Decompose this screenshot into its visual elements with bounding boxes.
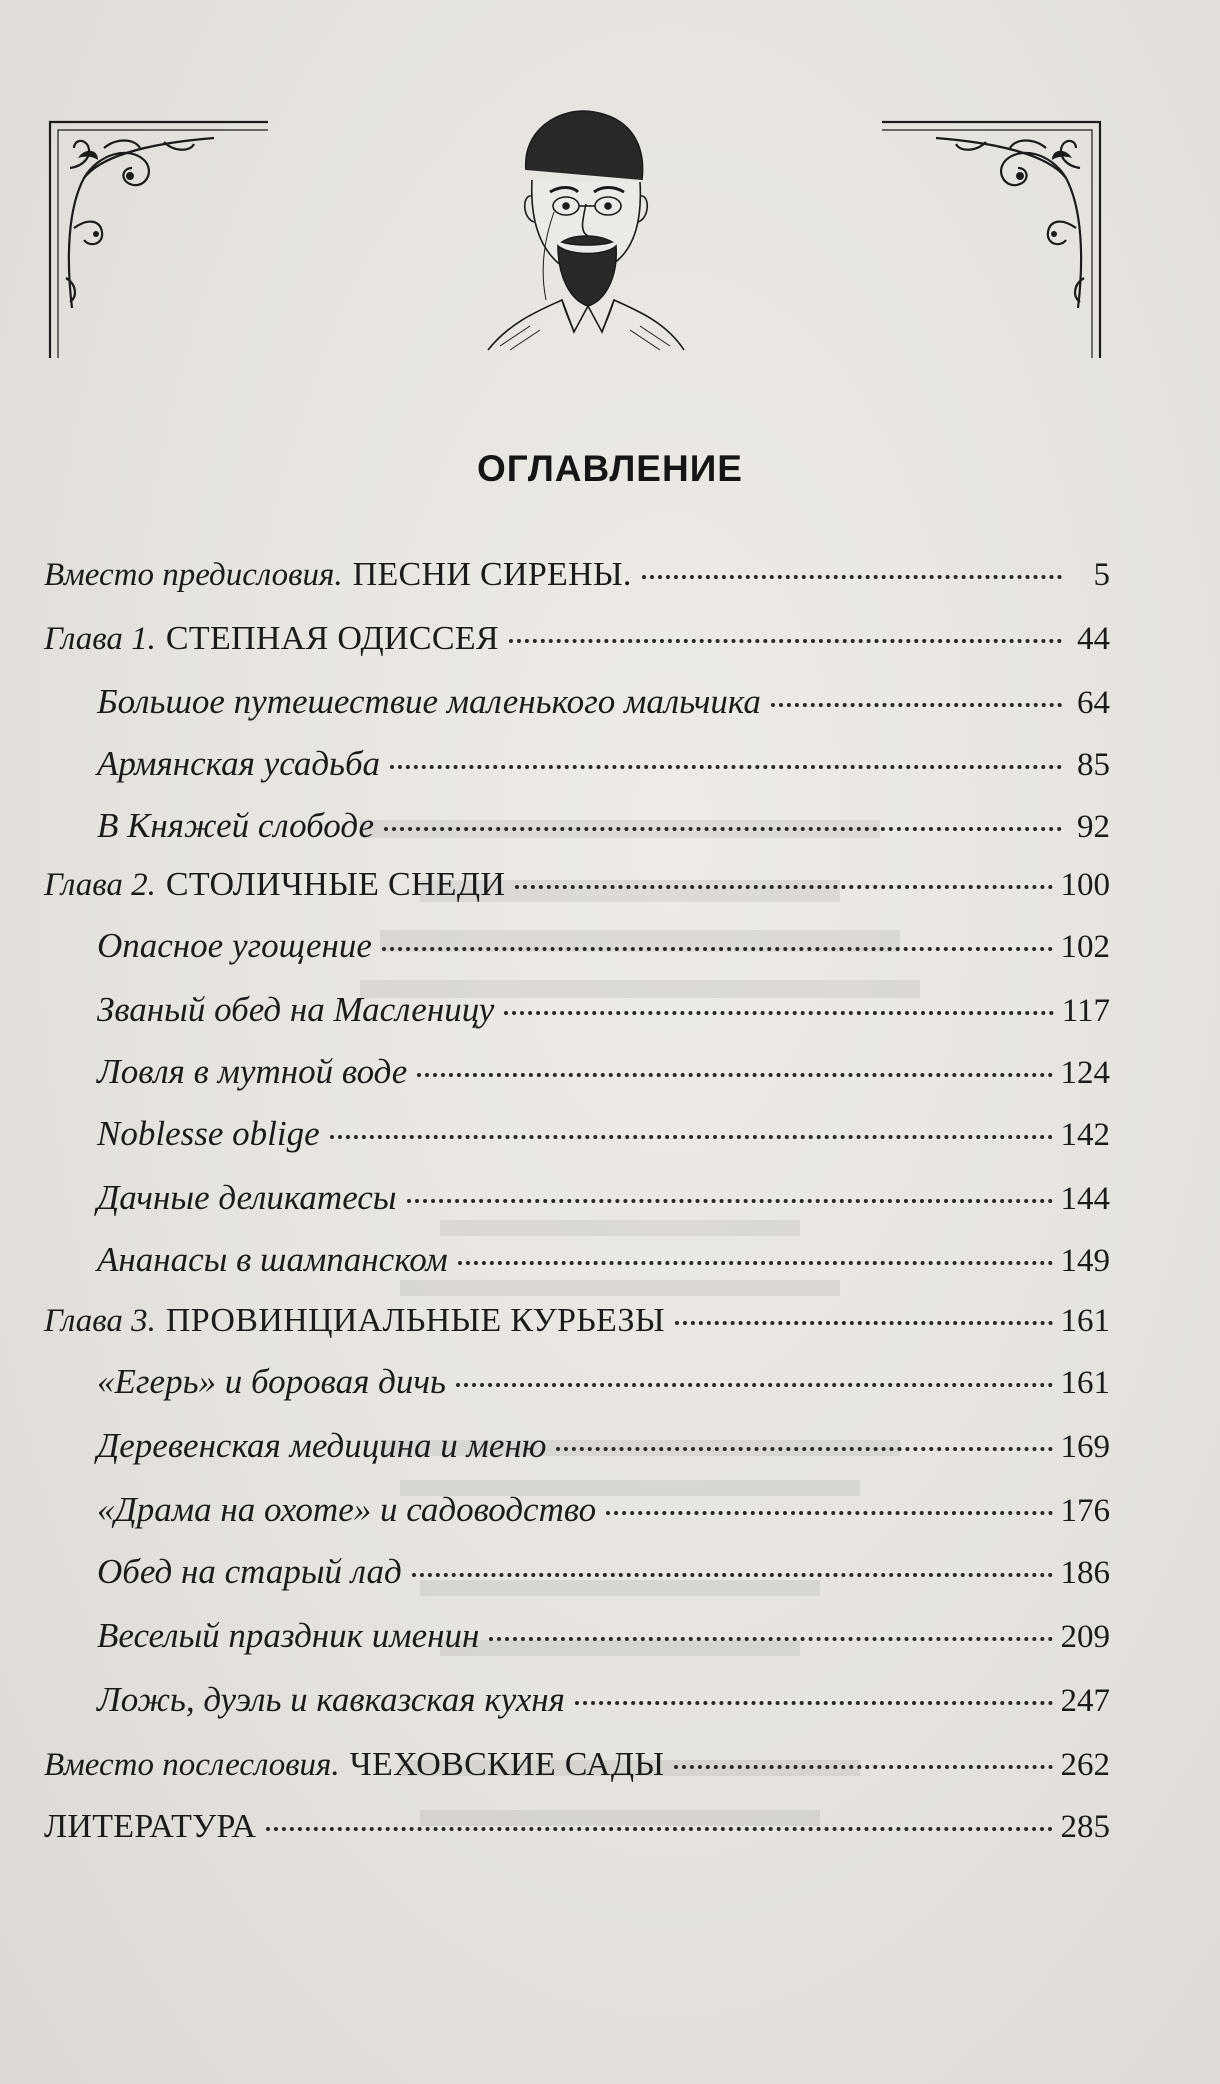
toc-section-entry (97, 1178, 1110, 1228)
toc-section-entry (97, 1680, 1110, 1730)
toc-page-number: 102 (1060, 929, 1110, 965)
toc-entry-prefix: Глава 2. (44, 867, 156, 903)
toc-page-number: 247 (1060, 1683, 1110, 1719)
toc-entry-prefix: Глава 1. (44, 621, 156, 657)
toc-section-entry (97, 1426, 1110, 1476)
toc-entry-title: «Егерь» и боровая дичь (97, 1362, 446, 1401)
toc-chapter-entry (44, 620, 1110, 670)
toc-entry-prefix: Вместо предисловия. (44, 557, 343, 593)
dot-leader (407, 1199, 1053, 1203)
dot-leader (515, 885, 1052, 889)
toc-entry-title: Большое путешествие маленького мальчика (97, 682, 761, 721)
toc-page-number: 44 (1077, 621, 1110, 657)
toc-entry-prefix: Вместо послесловия. (44, 1747, 340, 1783)
toc-page-number: 100 (1060, 867, 1110, 903)
dot-leader (382, 947, 1053, 951)
dot-leader (489, 1637, 1052, 1641)
toc-entry-title: СТОЛИЧНЫЕ СНЕДИ (165, 866, 506, 903)
toc-chapter-entry (44, 1746, 1110, 1796)
toc-chapter-entry (44, 1808, 1110, 1858)
toc-section-entry (97, 806, 1110, 856)
toc-entry-title: ЛИТЕРАТУРА (44, 1808, 257, 1845)
toc-entry-title: ЧЕХОВСКИЕ САДЫ (349, 1746, 665, 1783)
dot-leader (417, 1073, 1052, 1077)
toc-section-entry (97, 1240, 1110, 1290)
dot-leader (412, 1573, 1053, 1577)
toc-entry-title: Армянская усадьба (97, 744, 381, 783)
toc-heading: ОГЛАВЛЕНИЕ (477, 448, 743, 489)
dot-leader (458, 1261, 1053, 1265)
toc-page-number: 149 (1060, 1243, 1110, 1279)
toc-entry-title: Ловля в мутной воде (97, 1052, 408, 1091)
toc-page-number: 92 (1077, 809, 1110, 845)
toc-section-entry (97, 1490, 1110, 1540)
toc-section-entry (97, 1616, 1110, 1666)
toc-page-number: 209 (1060, 1619, 1110, 1655)
toc-page-number: 85 (1077, 747, 1110, 783)
toc-page-number: 161 (1060, 1365, 1110, 1401)
toc-entry-title: В Княжей слободе (97, 806, 374, 845)
toc-entry-title: Обед на старый лад (97, 1552, 402, 1591)
toc-page-number: 64 (1077, 685, 1110, 721)
toc-page-number: 169 (1060, 1429, 1110, 1465)
toc-section-entry (97, 744, 1110, 794)
toc-section-entry (97, 926, 1110, 976)
toc-chapter-entry (44, 866, 1110, 916)
dot-leader (674, 1765, 1052, 1769)
toc-entry-title: Опасное угощение (97, 926, 372, 965)
dot-leader (606, 1511, 1052, 1515)
toc-entry-title: Дачные деликатесы (97, 1178, 397, 1217)
toc-page-number: 176 (1060, 1493, 1110, 1529)
toc-entry-title: ПРОВИНЦИАЛЬНЫЕ КУРЬЕЗЫ (165, 1302, 665, 1339)
toc-page-number: 285 (1060, 1809, 1110, 1845)
dot-leader (675, 1321, 1053, 1325)
toc-section-entry (97, 1552, 1110, 1602)
dot-leader (384, 827, 1062, 831)
dot-leader (556, 1447, 1052, 1451)
toc-page-number: 186 (1060, 1555, 1110, 1591)
toc-entry-prefix: Глава 3. (44, 1303, 156, 1339)
toc-entry-title: ПЕСНИ СИРЕНЫ. (352, 556, 632, 593)
toc-page-number: 117 (1061, 993, 1110, 1029)
toc-chapter-entry (44, 1302, 1110, 1352)
toc-entry-title: Noblesse oblige (97, 1114, 320, 1153)
toc-chapter-entry (44, 556, 1110, 606)
dot-leader (771, 703, 1062, 707)
toc-section-entry (97, 1052, 1110, 1102)
dot-leader (330, 1135, 1053, 1139)
dot-leader (456, 1383, 1053, 1387)
dot-leader (642, 575, 1062, 579)
toc-page-number: 144 (1060, 1181, 1110, 1217)
toc-entry-title: Званый обед на Масленицу (97, 990, 495, 1029)
dot-leader (575, 1701, 1053, 1705)
dot-leader (504, 1011, 1053, 1015)
toc-section-entry (97, 1362, 1110, 1412)
toc-entry-title: Ананасы в шампанском (97, 1240, 448, 1279)
toc-page-number: 142 (1060, 1117, 1110, 1153)
dot-leader (390, 765, 1062, 769)
toc-section-entry (97, 990, 1110, 1040)
toc-page-number: 124 (1060, 1055, 1110, 1091)
toc-entry-title: Веселый праздник именин (97, 1616, 480, 1655)
dot-leader (509, 639, 1062, 643)
toc-entry-title: Ложь, дуэль и кавказская кухня (97, 1680, 565, 1719)
toc-page-number: 5 (1093, 557, 1110, 593)
toc-entry-title: «Драма на охоте» и садоводство (97, 1490, 597, 1529)
toc-page-number: 262 (1060, 1747, 1110, 1783)
toc-entry-title: СТЕПНАЯ ОДИССЕЯ (165, 620, 499, 657)
dot-leader (266, 1827, 1052, 1831)
toc-entry-title: Деревенская медицина и меню (97, 1426, 547, 1465)
toc-section-entry (97, 1114, 1110, 1164)
toc-section-entry (97, 682, 1110, 732)
toc-page-number: 161 (1060, 1303, 1110, 1339)
